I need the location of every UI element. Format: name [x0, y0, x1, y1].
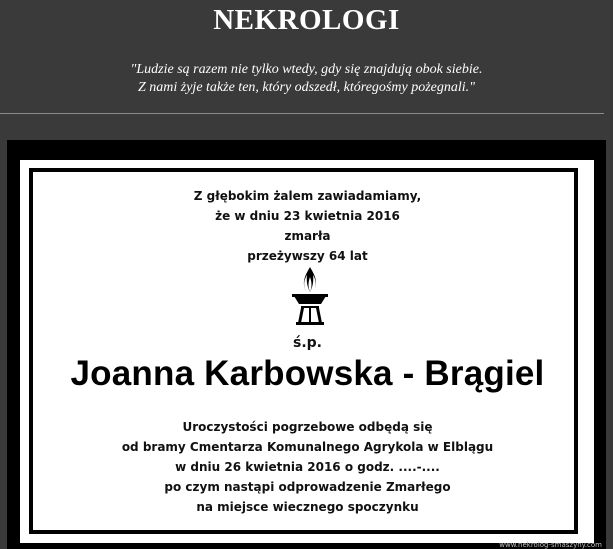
intro-line: przeżywszy 64 lat	[247, 249, 368, 263]
obituary-border	[29, 168, 578, 534]
ceremony-line: w dniu 26 kwietnia 2016 o godz. ....-....	[175, 460, 440, 474]
obituary-notice	[7, 140, 606, 549]
intro-line: zmarła	[284, 229, 331, 243]
ceremony-line: od bramy Cmentarza Komunalnego Agrykola w Elblągu	[121, 440, 494, 454]
page-title: NEKROLOGI	[213, 4, 400, 36]
watermark-text: www.nekrolog-smaszyny.com	[499, 541, 602, 549]
obituary-card	[20, 160, 594, 543]
page-header	[0, 0, 613, 140]
ceremony-line: Uroczystości pogrzebowe odbędą się	[182, 420, 433, 434]
intro-line: że w dniu 23 kwietnia 2016	[215, 209, 400, 223]
ceremony-line: na miejsce wiecznego spoczynku	[196, 500, 419, 514]
header-divider	[0, 113, 604, 114]
eternal-flame-icon	[290, 265, 330, 327]
quote-line: Z nami żyje także ten, który odszedł, któregośmy pożegnali."	[137, 80, 476, 95]
deceased-name: Joanna Karbowska - Brągiel	[70, 354, 545, 393]
ceremony-line: po czym nastąpi odprowadzenie Zmarłego	[164, 480, 451, 494]
obituary-intro	[33, 186, 582, 266]
intro-line: Z głębokim żalem zawiadamiamy,	[193, 189, 422, 203]
sp-label: ś.p.	[293, 335, 322, 351]
page-quote	[0, 61, 613, 97]
quote-line: "Ludzie są razem nie tylko wtedy, gdy się znajdują obok siebie.	[130, 62, 483, 77]
ceremony-details	[33, 417, 582, 517]
